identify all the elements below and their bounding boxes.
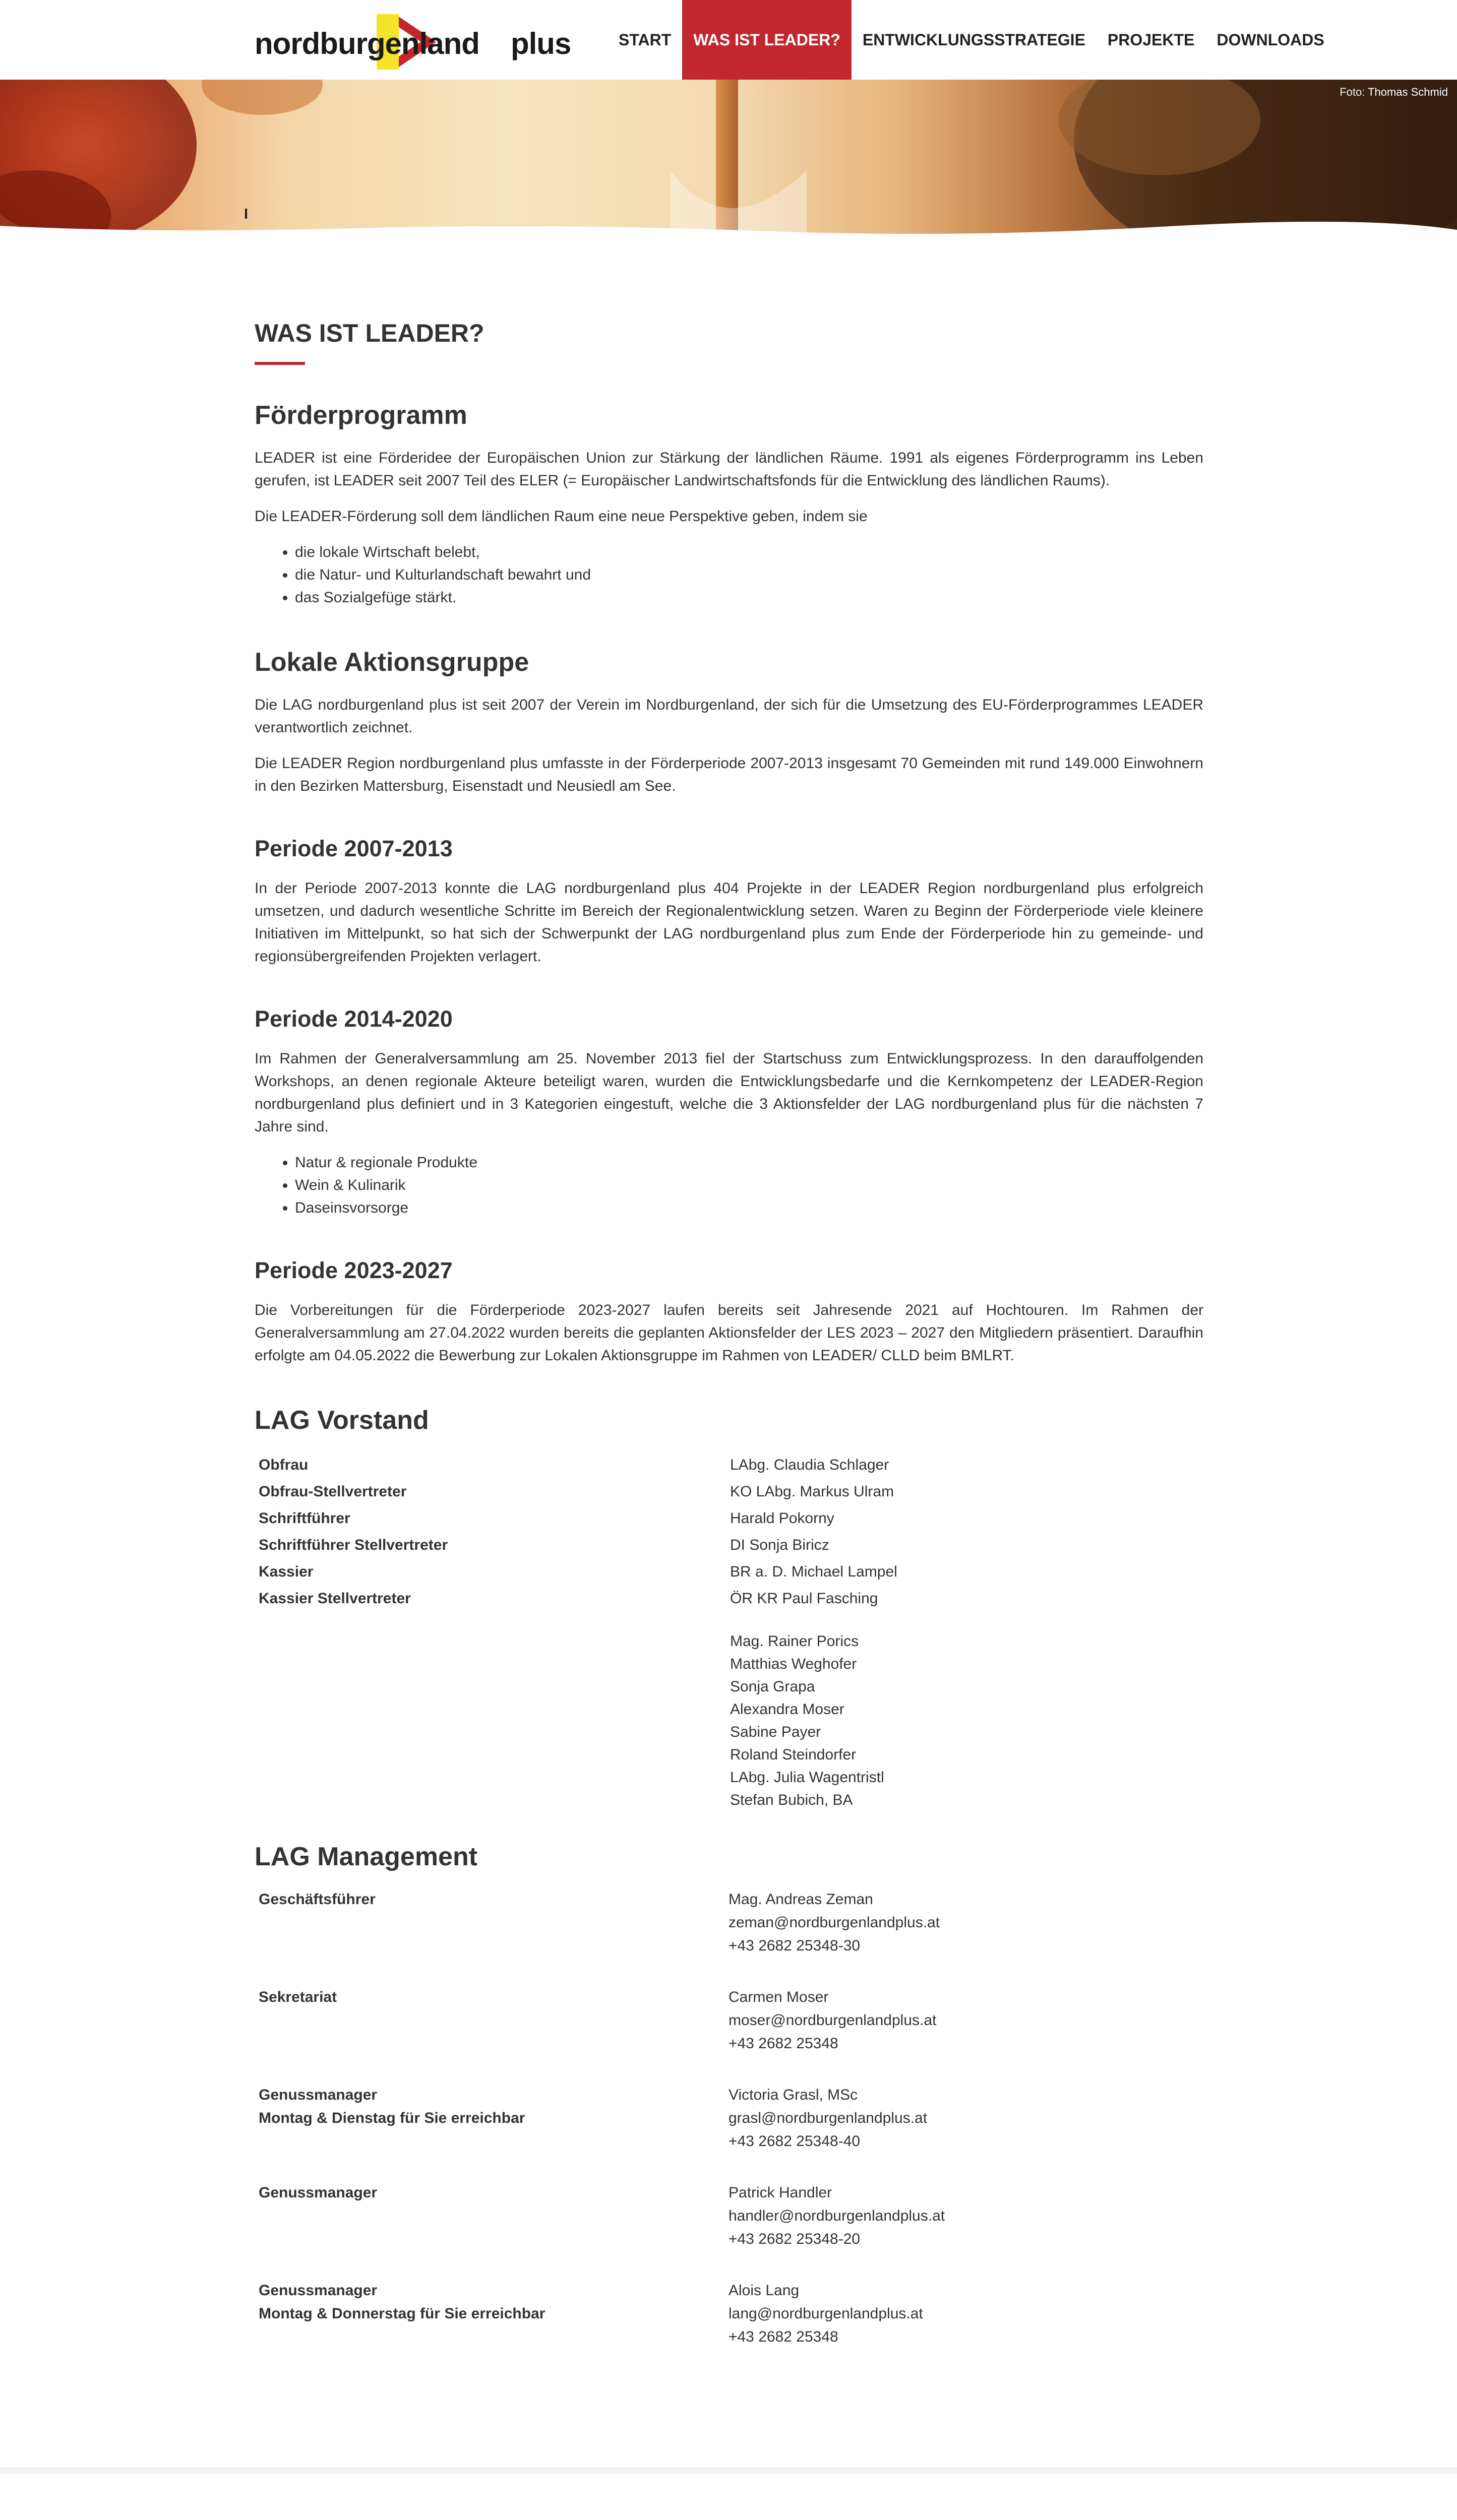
phone-number: +43 2682 25348 — [728, 2035, 838, 2052]
table-row: Schriftführer Stellvertreter DI Sonja Biricz — [259, 1537, 829, 1553]
phone-number: +43 2682 25348-30 — [728, 1937, 861, 1954]
email-link[interactable]: zeman@nordburgenlandplus.at — [728, 1914, 940, 1931]
site-header — [0, 0, 1457, 80]
section-foerderprogramm — [255, 400, 1203, 609]
member-name: Sonja Grapa — [730, 1678, 815, 1695]
member-name: Sabine Payer — [730, 1724, 821, 1740]
section-periode-2023 — [255, 1257, 1203, 1367]
member-name: Alexandra Moser — [730, 1701, 844, 1718]
section-aktionsgruppe — [255, 647, 1203, 797]
table-row: Obfrau-Stellvertreter KO LAbg. Markus Ulram — [259, 1483, 894, 1500]
heading-periode-2014: Periode 2014-2020 — [255, 1006, 453, 1032]
paragraph: Die LAG nordburgenland plus ist seit 2007 der Verein im Nordburgenland, der sich für die Umsetzung des EU-Förderprogrammes LEADER verantwortlich zeichnet. — [255, 697, 1203, 736]
section-vorstand — [255, 1405, 1203, 1811]
paragraph: In der Periode 2007-2013 konnte die LAG nordburgenland plus 404 Projekte in der LEADER Region nordburgenland plus erfolgreich umsetzen, und dadurch wesentliche Schritte im Bereich der Regionalentwicklung setzen. Waren zu Beginn der Förderperiode viele kleinere Initiativen im Mittelpunkt, so hat sich der Schwerpunkt der LAG nordburgenland plus zum Ende der Förderperiode hin zu gemeinde- und regionsübergreifenden Projekten verlagert. — [255, 880, 1203, 965]
section-periode-2007 — [255, 836, 1203, 968]
heading-foerderprogramm: Förderprogramm — [255, 401, 467, 430]
table-row: Obfrau LAbg. Claudia Schlager — [259, 1457, 889, 1473]
nav-entwicklungsstrategie[interactable]: ENTWICKLUNGSSTRATEGIE — [862, 30, 1085, 49]
member-name: Roland Steindorfer — [730, 1746, 857, 1763]
photo-credit: Foto: Thomas Schmid — [1340, 86, 1448, 98]
page-title: WAS IST LEADER? — [255, 319, 484, 347]
hero-image — [0, 80, 1457, 241]
paragraph: LEADER ist eine Förderidee der Europäischen Union zur Stärkung der ländlichen Räume. 1991 als eigenes Förderprogramm ins Leben gerufen, ist LEADER seit 2007 Teil des ELER (= Europäischer Landwirtschaftsfonds für die Entwicklung des ländlichen Raums). — [255, 450, 1203, 489]
member-name: LAbg. Julia Wagentristl — [730, 1769, 884, 1786]
heading-vorstand: LAG Vorstand — [255, 1406, 429, 1435]
section-management — [255, 1842, 1203, 2349]
table-row: Kassier BR a. D. Michael Lampel — [259, 1563, 897, 1580]
member-name: Matthias Weghofer — [730, 1656, 857, 1672]
main-content — [255, 282, 1203, 2387]
table-row: Schriftführer Harald Pokorny — [259, 1510, 834, 1527]
member-name: Mag. Rainer Porics — [730, 1633, 859, 1650]
heading-periode-2007: Periode 2007-2013 — [255, 836, 453, 861]
management-row: Geschäftsführer Mag. Andreas Zeman zeman@nordburgenlandplus.at +43 2682 25348-30 — [255, 1888, 1203, 1958]
nav-downloads[interactable]: DOWNLOADS — [1217, 30, 1324, 49]
table-row-spacer — [255, 1612, 1203, 1630]
paragraph: Im Rahmen der Generalversammlung am 25. November 2013 fiel der Startschuss zum Entwicklungsprozess. In den darauffolgenden Workshops, an denen regionale Akteure beteiligt waren, wurden die Entwicklungsbedarfe und die Kernkompetenz der LEADER-Region nordburgenland plus definiert und in 3 Kategorien eingestuft, welche die 3 Aktionsfelder der LAG nordburgenland plus für die nächsten 7 Jahre sind. — [255, 1050, 1203, 1135]
section-periode-2014 — [255, 1006, 1203, 1219]
email-link[interactable]: lang@nordburgenlandplus.at — [728, 2305, 923, 2322]
email-link[interactable]: moser@nordburgenlandplus.at — [728, 2012, 937, 2029]
management-row: Genussmanager Montag & Donnerstag für Sie erreichbar Alois Lang lang@nordburgenlandplus.at +43 2682 25348 — [255, 2279, 1203, 2349]
site-footer — [0, 2467, 1457, 2520]
management-row: Genussmanager Montag & Dienstag für Sie erreichbar Victoria Grasl, MSc grasl@nordburgenlandplus.at +43 2682 25348-40 — [255, 2084, 1203, 2153]
list-item: • die Natur- und Kulturlandschaft bewahrt und — [295, 563, 1203, 586]
bullet-list — [255, 1151, 1203, 1219]
bullet-list — [255, 541, 1203, 609]
list-item: • das Sozialgefüge stärkt. — [295, 586, 1203, 609]
heading-management: LAG Management — [255, 1842, 478, 1871]
site-logo[interactable] — [255, 14, 571, 70]
nav-start[interactable]: START — [619, 30, 672, 49]
title-underline — [255, 362, 305, 365]
logo-text: nordburgenland plus — [255, 27, 571, 60]
management-row: Genussmanager Patrick Handler handler@nordburgenlandplus.at +43 2682 25348-20 — [255, 2181, 1203, 2251]
heading-periode-2023: Periode 2023-2027 — [255, 1257, 453, 1283]
phone-number: +43 2682 25348 — [728, 2328, 838, 2345]
table-row: Kassier Stellvertreter ÖR KR Paul Fasching — [259, 1590, 878, 1607]
nav-projekte[interactable]: PROJEKTE — [1107, 30, 1195, 49]
phone-number: +43 2682 25348-20 — [728, 2231, 861, 2247]
main-nav — [608, 0, 1335, 80]
hero-banner — [0, 80, 1457, 241]
phone-number: +43 2682 25348-40 — [728, 2133, 861, 2150]
nav-was-ist-leader[interactable]: WAS IST LEADER? — [682, 0, 852, 80]
paragraph: Die LEADER-Förderung soll dem ländlichen Raum eine neue Perspektive geben, indem sie — [255, 508, 868, 525]
heading-aktionsgruppe: Lokale Aktionsgruppe — [255, 648, 529, 677]
member-name: Stefan Bubich, BA — [730, 1792, 853, 1808]
vorstand-table — [255, 1452, 1203, 1811]
paragraph: Die LEADER Region nordburgenland plus umfasste in der Förderperiode 2007-2013 insgesamt 70 Gemeinden mit rund 149.000 Einwohnern in den Bezirken Mattersburg, Eisenstadt und Neusiedl am See. — [255, 755, 1203, 794]
list-item: • die lokale Wirtschaft belebt, — [295, 541, 1203, 563]
list-item: • Natur & regionale Produkte — [295, 1151, 1203, 1174]
email-link[interactable]: handler@nordburgenlandplus.at — [728, 2208, 945, 2224]
paragraph: Die Vorbereitungen für die Förderperiode 2023-2027 laufen bereits seit Jahresende 2021 auf Hochtouren. Im Rahmen der Generalversammlung am 27.04.2022 wurden bereits die geplanten Aktionsfelder der LES 2023 – 2027 den Mitgliedern präsentiert. Daraufhin erfolgte am 04.05.2022 die Bewerbung zur Lokalen Aktionsgruppe im Rahmen von LEADER/ CLLD beim BMLRT. — [255, 1302, 1203, 1364]
email-link[interactable]: grasl@nordburgenlandplus.at — [728, 2110, 928, 2126]
table-row — [255, 1630, 1203, 1811]
list-item: • Wein & Kulinarik — [295, 1174, 1203, 1196]
management-row: Sekretariat Carmen Moser moser@nordburgenlandplus.at +43 2682 25348 — [255, 1986, 1203, 2055]
list-item: • Daseinsvorsorge — [295, 1196, 1203, 1219]
